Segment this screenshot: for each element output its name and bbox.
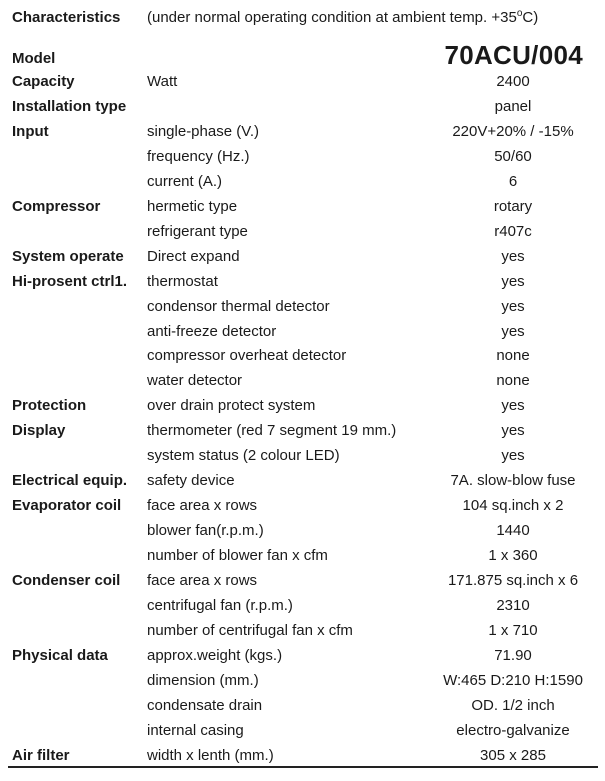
spec-row xyxy=(0,518,605,543)
spec-row xyxy=(0,418,605,443)
spec-description: approx.weight (kgs.) xyxy=(147,646,283,664)
spec-description: condensate drain xyxy=(147,696,263,714)
spec-description: over drain protect system xyxy=(147,397,316,415)
spec-value: none xyxy=(496,372,530,390)
spec-category: Protection xyxy=(12,397,87,415)
spec-row xyxy=(0,69,605,94)
spec-value: 71.90 xyxy=(494,646,532,664)
spec-value: 305 x 285 xyxy=(480,746,546,764)
spec-row xyxy=(0,393,605,418)
spec-category: Condenser coil xyxy=(12,572,121,589)
spec-value: 1 x 710 xyxy=(488,621,538,639)
characteristics-label: Characteristics xyxy=(12,9,121,26)
spec-description: centrifugal fan (r.p.m.) xyxy=(147,596,293,614)
spec-row xyxy=(0,368,605,393)
characteristics-header xyxy=(0,6,605,30)
spec-row xyxy=(0,294,605,319)
spec-value: yes xyxy=(501,247,525,265)
spec-value: yes xyxy=(501,447,525,465)
spec-row xyxy=(0,468,605,493)
spec-value: yes xyxy=(501,297,525,315)
operating-condition-note xyxy=(147,6,538,30)
spec-value: 7A. slow-blow fuse xyxy=(450,472,576,490)
spec-category: Installation type xyxy=(12,98,127,115)
spec-value: 2400 xyxy=(496,73,530,90)
spec-row xyxy=(0,244,605,269)
spec-category: Physical data xyxy=(12,646,108,664)
spec-row xyxy=(0,618,605,643)
spec-value: electro-galvanize xyxy=(456,721,570,739)
spec-value: 171.875 sq.inch x 6 xyxy=(447,572,579,589)
spec-description: frequency (Hz.) xyxy=(147,147,250,165)
spec-category: Hi-prosent ctrl1. xyxy=(12,272,128,290)
spec-row xyxy=(0,144,605,169)
note-unit: C) xyxy=(522,9,539,26)
spec-row xyxy=(0,94,605,119)
spec-description: condensor thermal detector xyxy=(147,297,330,315)
spec-row xyxy=(0,693,605,718)
spec-description: safety device xyxy=(147,472,235,490)
spec-category: System operate xyxy=(12,247,124,265)
spec-row xyxy=(0,443,605,468)
spec-description: blower fan(r.p.m.) xyxy=(147,522,264,540)
spec-description: internal casing xyxy=(147,721,244,739)
spec-category: Capacity xyxy=(12,73,75,90)
note-text: (under normal operating condition at ambient temp. +35 xyxy=(147,9,517,26)
spec-row xyxy=(0,343,605,368)
spec-row xyxy=(0,194,605,219)
spec-category: Air filter xyxy=(12,746,70,764)
spec-description: dimension (mm.) xyxy=(147,671,259,689)
spec-row xyxy=(0,593,605,618)
spec-value: yes xyxy=(501,272,525,290)
spec-value: 1 x 360 xyxy=(488,547,538,564)
spec-row xyxy=(0,319,605,344)
spec-value: r407c xyxy=(494,222,532,240)
spec-row xyxy=(0,493,605,518)
spec-description: Watt xyxy=(147,73,178,90)
spec-category: Input xyxy=(12,122,49,140)
spec-row xyxy=(0,219,605,244)
spec-category: Display xyxy=(12,422,66,440)
spec-category: Electrical equip. xyxy=(12,472,128,490)
spec-value: 104 sq.inch x 2 xyxy=(462,497,564,515)
spec-row xyxy=(0,543,605,568)
spec-description: face area x rows xyxy=(147,572,258,589)
spec-value: OD. 1/2 inch xyxy=(471,696,555,714)
spec-description: number of centrifugal fan x cfm xyxy=(147,621,353,639)
spec-value: 50/60 xyxy=(494,147,532,165)
spec-value: none xyxy=(496,347,530,365)
spec-description: current (A.) xyxy=(147,172,223,190)
spec-description: single-phase (V.) xyxy=(147,122,260,140)
model-row xyxy=(0,38,605,72)
spec-description: Direct expand xyxy=(147,247,240,265)
spec-description: thermometer (red 7 segment 19 mm.) xyxy=(147,422,397,440)
spec-value: panel xyxy=(494,98,532,115)
spec-value: yes xyxy=(501,397,525,415)
spec-value: 220V+20% / -15% xyxy=(452,122,574,140)
spec-description: refrigerant type xyxy=(147,222,248,240)
spec-description: thermostat xyxy=(147,272,218,290)
degree-mark: o xyxy=(516,8,523,19)
spec-row xyxy=(0,643,605,668)
spec-row xyxy=(0,718,605,743)
spec-row xyxy=(0,568,605,593)
spec-row xyxy=(0,269,605,294)
model-label: Model xyxy=(12,50,56,67)
spec-value: 1440 xyxy=(496,522,530,540)
model-number: 70ACU/004 xyxy=(444,40,583,70)
spec-value: 2310 xyxy=(496,596,530,614)
spec-row xyxy=(0,743,605,768)
spec-value: rotary xyxy=(493,197,533,215)
spec-value: W:465 D:210 H:1590 xyxy=(443,671,583,689)
spec-description: anti-freeze detector xyxy=(147,322,277,340)
bottom-divider xyxy=(8,766,598,768)
spec-category: Compressor xyxy=(12,197,101,215)
spec-description: compressor overheat detector xyxy=(147,347,347,365)
spec-description: face area x rows xyxy=(147,497,258,515)
spec-description: number of blower fan x cfm xyxy=(147,547,328,564)
spec-row xyxy=(0,668,605,693)
spec-description: water detector xyxy=(147,372,243,390)
spec-description: hermetic type xyxy=(147,197,238,215)
spec-description: width x lenth (mm.) xyxy=(147,746,274,764)
spec-row xyxy=(0,169,605,194)
spec-value: yes xyxy=(501,422,525,440)
spec-row xyxy=(0,119,605,144)
spec-value: yes xyxy=(501,322,525,340)
spec-value: 6 xyxy=(508,172,518,190)
spec-category: Evaporator coil xyxy=(12,497,122,515)
spec-description: system status (2 colour LED) xyxy=(147,447,340,465)
